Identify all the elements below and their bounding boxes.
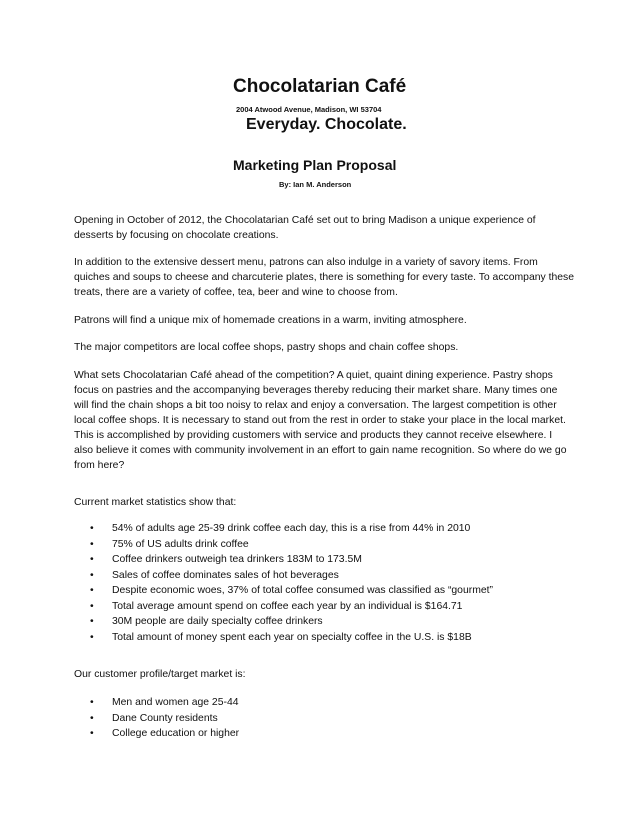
target-market-heading: Our customer profile/target market is: bbox=[74, 669, 246, 680]
author-byline: By: Ian M. Anderson bbox=[279, 180, 352, 189]
bullet-icon: • bbox=[90, 585, 94, 596]
list-item: • Total average amount spend on coffee each year by an individual is $164.71 bbox=[90, 599, 493, 615]
cafe-address: 2004 Atwood Avenue, Madison, WI 53704 bbox=[236, 105, 382, 114]
list-item: • Total amount of money spent each year on specialty coffee in the U.S. is $18B bbox=[90, 630, 493, 646]
bullet-icon: • bbox=[90, 631, 94, 643]
paragraph-differentiation: What sets Chocolatarian Café ahead of the competition? A quiet, quaint dining experience. Pastry shops focus on pastries and the accompanying beverages thereby reducing their market share. Many times one will find the chain shops a bit too noisy to relax and enjoy a conversation. The largest competition is other local coffee shops. It is necessary to stand out from the rest in order to stake your place in the local market. This is accomplished by providing customers with service and products they cannot receive elsewhere. I also believe it comes with community involvement in an effort to gain name recognition. So where do we go from here? bbox=[74, 370, 567, 471]
plan-title: Marketing Plan Proposal bbox=[233, 157, 397, 173]
bullet-icon: • bbox=[90, 523, 94, 534]
list-item: • 54% of adults age 25-39 drink coffee each day, this is a rise from 44% in 2010 bbox=[90, 521, 493, 537]
list-item: • Coffee drinkers outweigh tea drinkers 183M to 173.5M bbox=[90, 552, 493, 568]
cafe-tagline: Everyday. Chocolate. bbox=[246, 116, 407, 133]
list-item: • College education or higher bbox=[90, 726, 239, 742]
paragraph-atmosphere: Patrons will find a unique mix of homemade creations in a warm, inviting atmosphere. bbox=[74, 315, 467, 326]
list-item: • 75% of US adults drink coffee bbox=[90, 537, 493, 553]
paragraph-competitors: The major competitors are local coffee shops, pastry shops and chain coffee shops. bbox=[74, 342, 459, 353]
bullet-icon: • bbox=[90, 728, 94, 739]
bullet-icon: • bbox=[90, 569, 94, 581]
bullet-icon: • bbox=[90, 616, 94, 627]
list-item: • 30M people are daily specialty coffee drinkers bbox=[90, 614, 493, 630]
list-item: • Sales of coffee dominates sales of hot beverages bbox=[90, 568, 493, 584]
bullet-icon: • bbox=[90, 712, 94, 724]
market-stats-list bbox=[90, 521, 493, 645]
paragraph-menu: In addition to the extensive dessert menu, patrons can also indulge in a variety of savory items. From quiches and soups to cheese and charcuterie plates, there is something for every taste. To accompany these treats, there are a variety of coffee, tea, beer and wine to choose from. bbox=[74, 257, 575, 298]
bullet-icon: • bbox=[90, 697, 94, 708]
list-item: • Dane County residents bbox=[90, 711, 239, 727]
list-item: • Despite economic woes, 37% of total coffee consumed was classified as “gourmet” bbox=[90, 583, 493, 599]
cafe-title: Chocolatarian Café bbox=[233, 76, 407, 97]
bullet-icon: • bbox=[90, 600, 94, 612]
bullet-icon: • bbox=[90, 554, 94, 565]
bullet-icon: • bbox=[90, 538, 94, 550]
list-item: • Men and women age 25-44 bbox=[90, 695, 239, 711]
paragraph-opening: Opening in October of 2012, the Chocolatarian Café set out to bring Madison a unique experience of desserts by focusing on chocolate creations. bbox=[74, 215, 536, 241]
target-market-list bbox=[90, 695, 239, 742]
market-stats-heading: Current market statistics show that: bbox=[74, 497, 237, 508]
